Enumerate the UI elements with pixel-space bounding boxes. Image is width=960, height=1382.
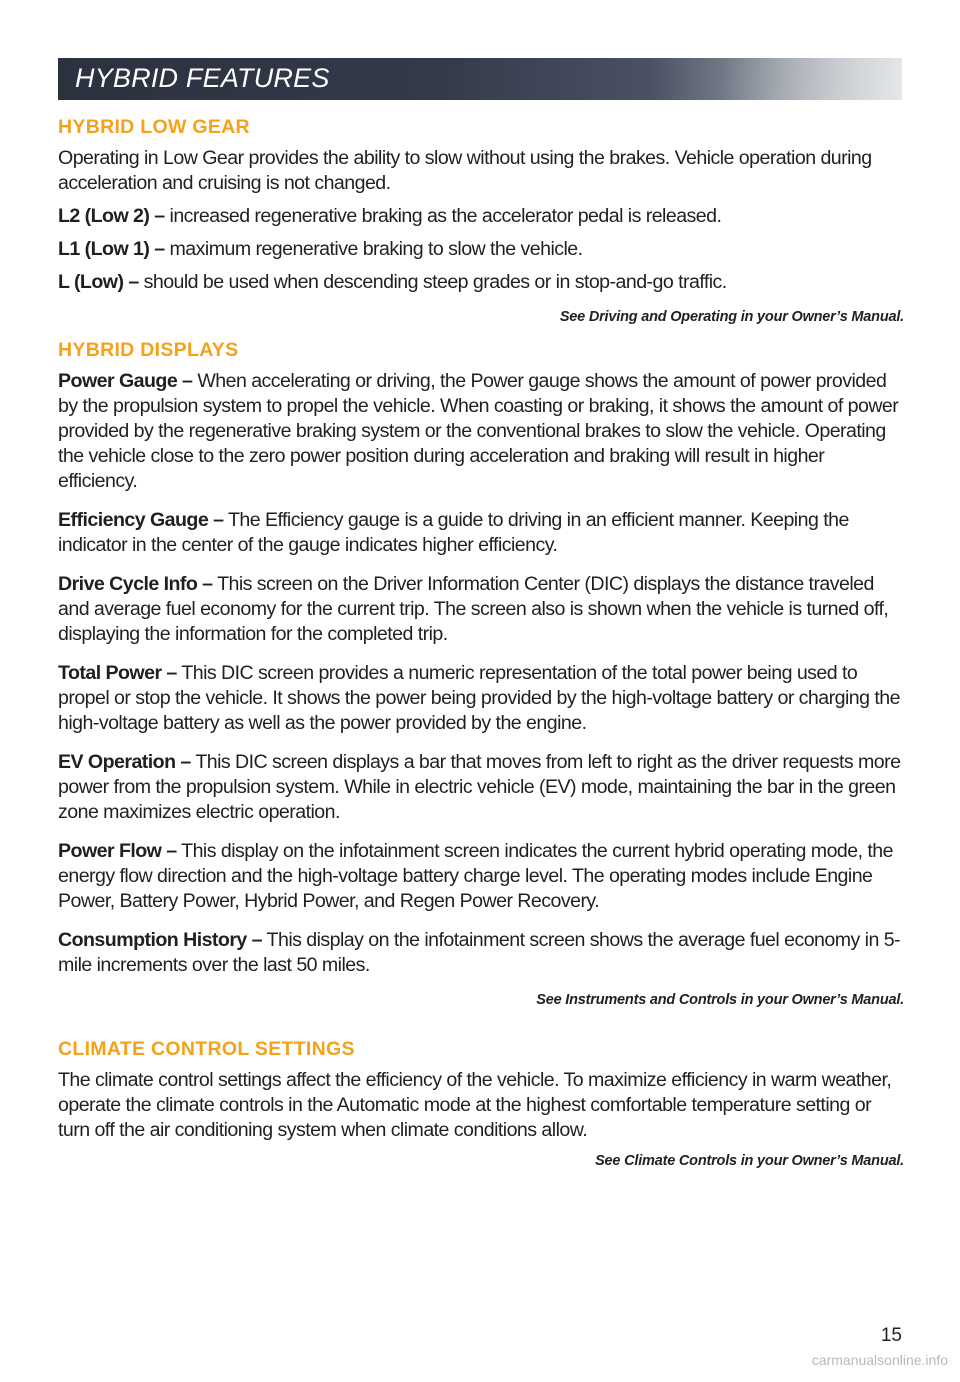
displays-reference: See Instruments and Controls in your Owner’s Manual. (536, 992, 904, 1008)
climate-reference: See Climate Controls in your Owner’s Manual. (595, 1153, 904, 1169)
power-flow-text: This display on the infotainment screen indicates the current hybrid operating mode, the energy flow direction and the high-voltage battery charge level. The operating modes include Engine Power, Battery Power, Hybrid Power, and Regen Power Recovery. (58, 840, 893, 912)
power-gauge-item (58, 369, 904, 494)
consumption-history-term: Consumption History – (58, 929, 262, 951)
page-number: 15 (880, 1325, 902, 1346)
ev-operation-item (58, 750, 904, 825)
drive-cycle-text: This screen on the Driver Information Center (DIC) displays the distance traveled and average fuel economy for the current trip. The screen also is shown when the vehicle is turned off, displaying the information for the completed trip. (58, 573, 889, 645)
page-content (58, 114, 904, 1181)
efficiency-gauge-term: Efficiency Gauge – (58, 509, 224, 531)
consumption-history-item (58, 928, 904, 978)
power-flow-item (58, 839, 904, 914)
l2-text: increased regenerative braking as the accelerator pedal is released. (169, 205, 722, 227)
low-gear-reference: See Driving and Operating in your Owner’s Manual. (559, 309, 904, 325)
drive-cycle-item (58, 572, 904, 647)
consumption-history-text: This display on the infotainment screen shows the average fuel economy in 5-mile increments over the last 50 miles. (58, 929, 901, 976)
ev-operation-text: This DIC screen displays a bar that moves from left to right as the driver requests more power from the propulsion system. While in electric vehicle (EV) mode, maintaining the bar in the green zone maximizes electric operation. (58, 751, 901, 823)
power-gauge-term: Power Gauge – (58, 370, 193, 392)
total-power-term: Total Power – (58, 662, 177, 684)
ev-operation-term: EV Operation – (58, 751, 191, 773)
total-power-item (58, 661, 904, 736)
heading-hybrid-displays: HYBRID DISPLAYS (58, 339, 239, 361)
efficiency-gauge-text: The Efficiency gauge is a guide to driving in an efficient manner. Keeping the indicator in the center of the gauge indicates higher efficiency. (58, 509, 849, 556)
low-gear-l (58, 270, 904, 295)
banner-title: HYBRID FEATURES (75, 63, 330, 93)
heading-low-gear: HYBRID LOW GEAR (58, 116, 250, 138)
l1-text: maximum regenerative braking to slow the vehicle. (169, 238, 583, 260)
low-gear-intro: Operating in Low Gear provides the ability to slow without using the brakes. Vehicle operation during acceleration and cruising is not changed. (58, 147, 872, 194)
l-text: should be used when descending steep grades or in stop-and-go traffic. (143, 271, 727, 293)
power-flow-term: Power Flow – (58, 840, 177, 862)
l-term: L (Low) – (58, 271, 139, 293)
l2-term: L2 (Low 2) – (58, 205, 165, 227)
drive-cycle-term: Drive Cycle Info – (58, 573, 213, 595)
total-power-text: This DIC screen provides a numeric representation of the total power being used to propel or stop the vehicle. It shows the power being provided by the high-voltage battery or charging the high-voltage battery as well as the power provided by the engine. (58, 662, 900, 734)
efficiency-gauge-item (58, 508, 904, 558)
section-banner (58, 58, 902, 100)
power-gauge-text: When accelerating or driving, the Power gauge shows the amount of power provided by the propulsion system to propel the vehicle. When coasting or braking, it shows the amount of power provided by the regenerative braking system or the conventional brakes to slow the vehicle. Operating the vehicle close to the zero power position during acceleration and braking will result in higher efficiency. (58, 370, 899, 492)
low-gear-l1 (58, 237, 904, 262)
watermark: carmanualsonline.info (811, 1352, 948, 1368)
banner-highlight (642, 58, 902, 100)
climate-text: The climate control settings affect the efficiency of the vehicle. To maximize efficiency in warm weather, operate the climate controls in the Automatic mode at the highest comfortable temperature setting or turn off the air conditioning system when climate conditions allow. (58, 1069, 892, 1141)
heading-climate-control: CLIMATE CONTROL SETTINGS (58, 1038, 355, 1060)
l1-term: L1 (Low 1) – (58, 238, 165, 260)
low-gear-l2 (58, 204, 904, 229)
